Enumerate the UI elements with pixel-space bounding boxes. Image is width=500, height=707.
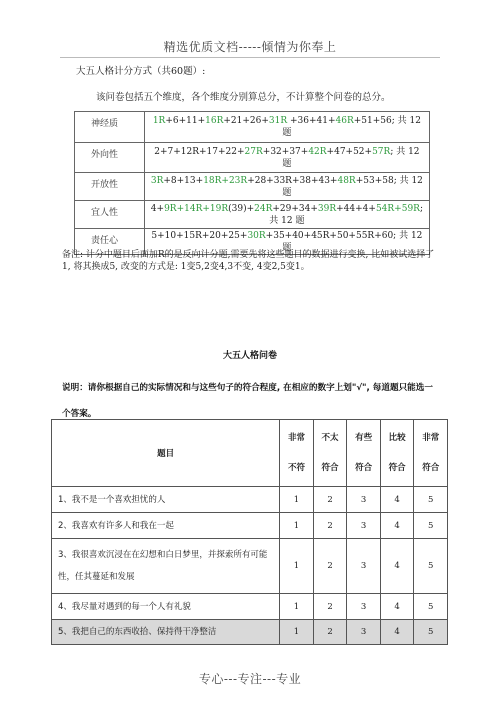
scoring-table <box>74 111 430 255</box>
question-row-3 <box>52 539 448 594</box>
scoring-note: 备注: 计分中题目后面加R的是反向计分题,需要先将这些题目的数据进行变换, 比如被试选择了1, 将其换成5, 改变的方式是: 1变5,2变4,3不变, 4变2,5变1。 <box>62 250 435 272</box>
scale-option-2[interactable]: 2 <box>313 594 347 620</box>
header-option-2: 不太 符合 <box>313 420 347 487</box>
reverse-item: 46R <box>335 116 354 126</box>
scale-option-4[interactable]: 4 <box>380 539 414 594</box>
question-text: 2、我喜欢有许多人和我在一起 <box>52 513 280 539</box>
question-row-5 <box>52 620 448 645</box>
reverse-item: 16R <box>205 116 224 126</box>
item-text: +32+37+ <box>262 146 309 157</box>
reverse-item: 42R <box>308 146 327 157</box>
scale-option-4[interactable]: 4 <box>380 513 414 539</box>
reverse-item: 1R <box>152 116 166 126</box>
item-text: 4+ <box>150 203 165 214</box>
scale-option-1[interactable]: 1 <box>280 620 314 645</box>
header-option-1: 非常 不符 <box>280 420 314 487</box>
item-text: (39)+ <box>228 203 255 214</box>
item-formula <box>144 143 429 173</box>
header-option-5: 非常 符合 <box>414 420 448 487</box>
page-footer: 专心---专注---专业 <box>198 672 302 686</box>
scale-option-1[interactable]: 1 <box>280 487 314 513</box>
item-text: +36+41+ <box>287 116 336 126</box>
item-text: +44+4+ <box>336 203 376 214</box>
scale-option-2[interactable]: 2 <box>313 620 347 645</box>
scale-option-5[interactable]: 5 <box>414 513 448 539</box>
item-text: +6+11+ <box>165 116 206 126</box>
scale-option-3[interactable]: 3 <box>347 620 381 645</box>
question-text: 4、我尽量对遇到的每一个人有礼貌 <box>52 594 280 620</box>
scale-option-4[interactable]: 4 <box>380 487 414 513</box>
reverse-item: 24R <box>254 203 273 214</box>
item-text: +47+52+ <box>326 146 373 157</box>
questionnaire-table <box>51 419 448 645</box>
questionnaire-header-row <box>52 420 448 487</box>
scoring-row-extraversion <box>75 143 430 173</box>
item-text: 2+7+12R+17+22+ <box>154 146 245 157</box>
dimension-label: 开放性 <box>75 173 145 201</box>
item-formula <box>144 173 429 201</box>
item-text: ; 共 12 题 <box>269 203 423 226</box>
page-header: 精选优质文档-----倾情为你奉上 <box>163 40 337 54</box>
reverse-item: 57R <box>372 146 391 157</box>
questionnaire-title: 大五人格问卷 <box>222 351 277 361</box>
reverse-item: 30R <box>247 230 266 241</box>
dimension-label: 宜人性 <box>75 201 145 229</box>
dimension-label: 责任心 <box>75 229 145 255</box>
scale-option-5[interactable]: 5 <box>414 487 448 513</box>
item-text: +28+33R+38+43+ <box>247 175 338 186</box>
item-text: +53+58; 共 12 题 <box>282 175 423 198</box>
reverse-item: 9R+14R+19R <box>164 203 229 214</box>
scale-option-3[interactable]: 3 <box>347 539 381 594</box>
question-row-2 <box>52 513 448 539</box>
reverse-item: 31R <box>268 116 288 126</box>
dimension-label: 外向性 <box>75 143 145 173</box>
question-text: 5、我把自己的东西收拾、保持得干净整洁 <box>52 620 280 645</box>
scale-option-1[interactable]: 1 <box>280 513 314 539</box>
scale-option-5[interactable]: 5 <box>414 539 448 594</box>
item-text: ; 共 12 题 <box>282 146 420 169</box>
scoring-heading: 大五人格计分方式（共60题）: <box>76 66 206 77</box>
question-row-4 <box>52 594 448 620</box>
scale-option-1[interactable]: 1 <box>280 594 314 620</box>
scale-option-2[interactable]: 2 <box>313 539 347 594</box>
item-text: +29+34+ <box>272 203 318 214</box>
reverse-item: 18R+23R <box>203 175 248 186</box>
scale-option-1[interactable]: 1 <box>280 539 314 594</box>
reverse-item: 3R <box>150 175 164 186</box>
scale-option-5[interactable]: 5 <box>414 620 448 645</box>
scale-option-2[interactable]: 2 <box>313 513 347 539</box>
item-text: +51+56; 共 12 题 <box>282 116 421 138</box>
question-row-1 <box>52 487 448 513</box>
scale-option-3[interactable]: 3 <box>347 594 381 620</box>
questionnaire-instruction: 说明：请你根据自己的实际情况和与这些句子的符合程度, 在相应的数字上划"√", 每道题只能选一个答案。 <box>62 383 433 419</box>
question-text: 1、我不是一个喜欢担忧的人 <box>52 487 280 513</box>
scale-option-5[interactable]: 5 <box>414 594 448 620</box>
item-text: +8+13+ <box>163 175 204 186</box>
scale-option-2[interactable]: 2 <box>313 487 347 513</box>
item-formula <box>144 112 429 143</box>
scoring-row-agreeableness <box>75 201 430 229</box>
scale-option-3[interactable]: 3 <box>347 487 381 513</box>
item-text: 5+10+15R+20+25+ <box>151 230 248 241</box>
question-text: 3、我很喜欢沉浸在在幻想和白日梦里，并探索所有可能性，任其蔓延和发展 <box>52 539 280 594</box>
item-text: +35+40+45R+50+55R+60; 共 12 题 <box>265 230 423 253</box>
header-option-3: 有些 符合 <box>347 420 381 487</box>
scoring-row-openness <box>75 173 430 201</box>
scale-option-3[interactable]: 3 <box>347 513 381 539</box>
dimension-label: 神经质 <box>75 112 145 143</box>
scoring-row-neuroticism <box>75 112 430 143</box>
reverse-item: 39R <box>317 203 337 214</box>
item-text: +21+26+ <box>223 116 269 126</box>
scale-option-4[interactable]: 4 <box>380 620 414 645</box>
header-option-4: 比较 符合 <box>380 420 414 487</box>
header-item: 题目 <box>52 420 280 487</box>
scale-option-4[interactable]: 4 <box>380 594 414 620</box>
reverse-item: 48R <box>337 175 356 186</box>
reverse-item: 27R <box>244 146 263 157</box>
scoring-description: 该问卷包括五个维度，各个维度分别算总分，不计算整个问卷的总分。 <box>96 92 391 103</box>
reverse-item: 54R+59R <box>375 203 420 214</box>
header-divider <box>60 57 440 58</box>
item-formula <box>144 201 429 229</box>
